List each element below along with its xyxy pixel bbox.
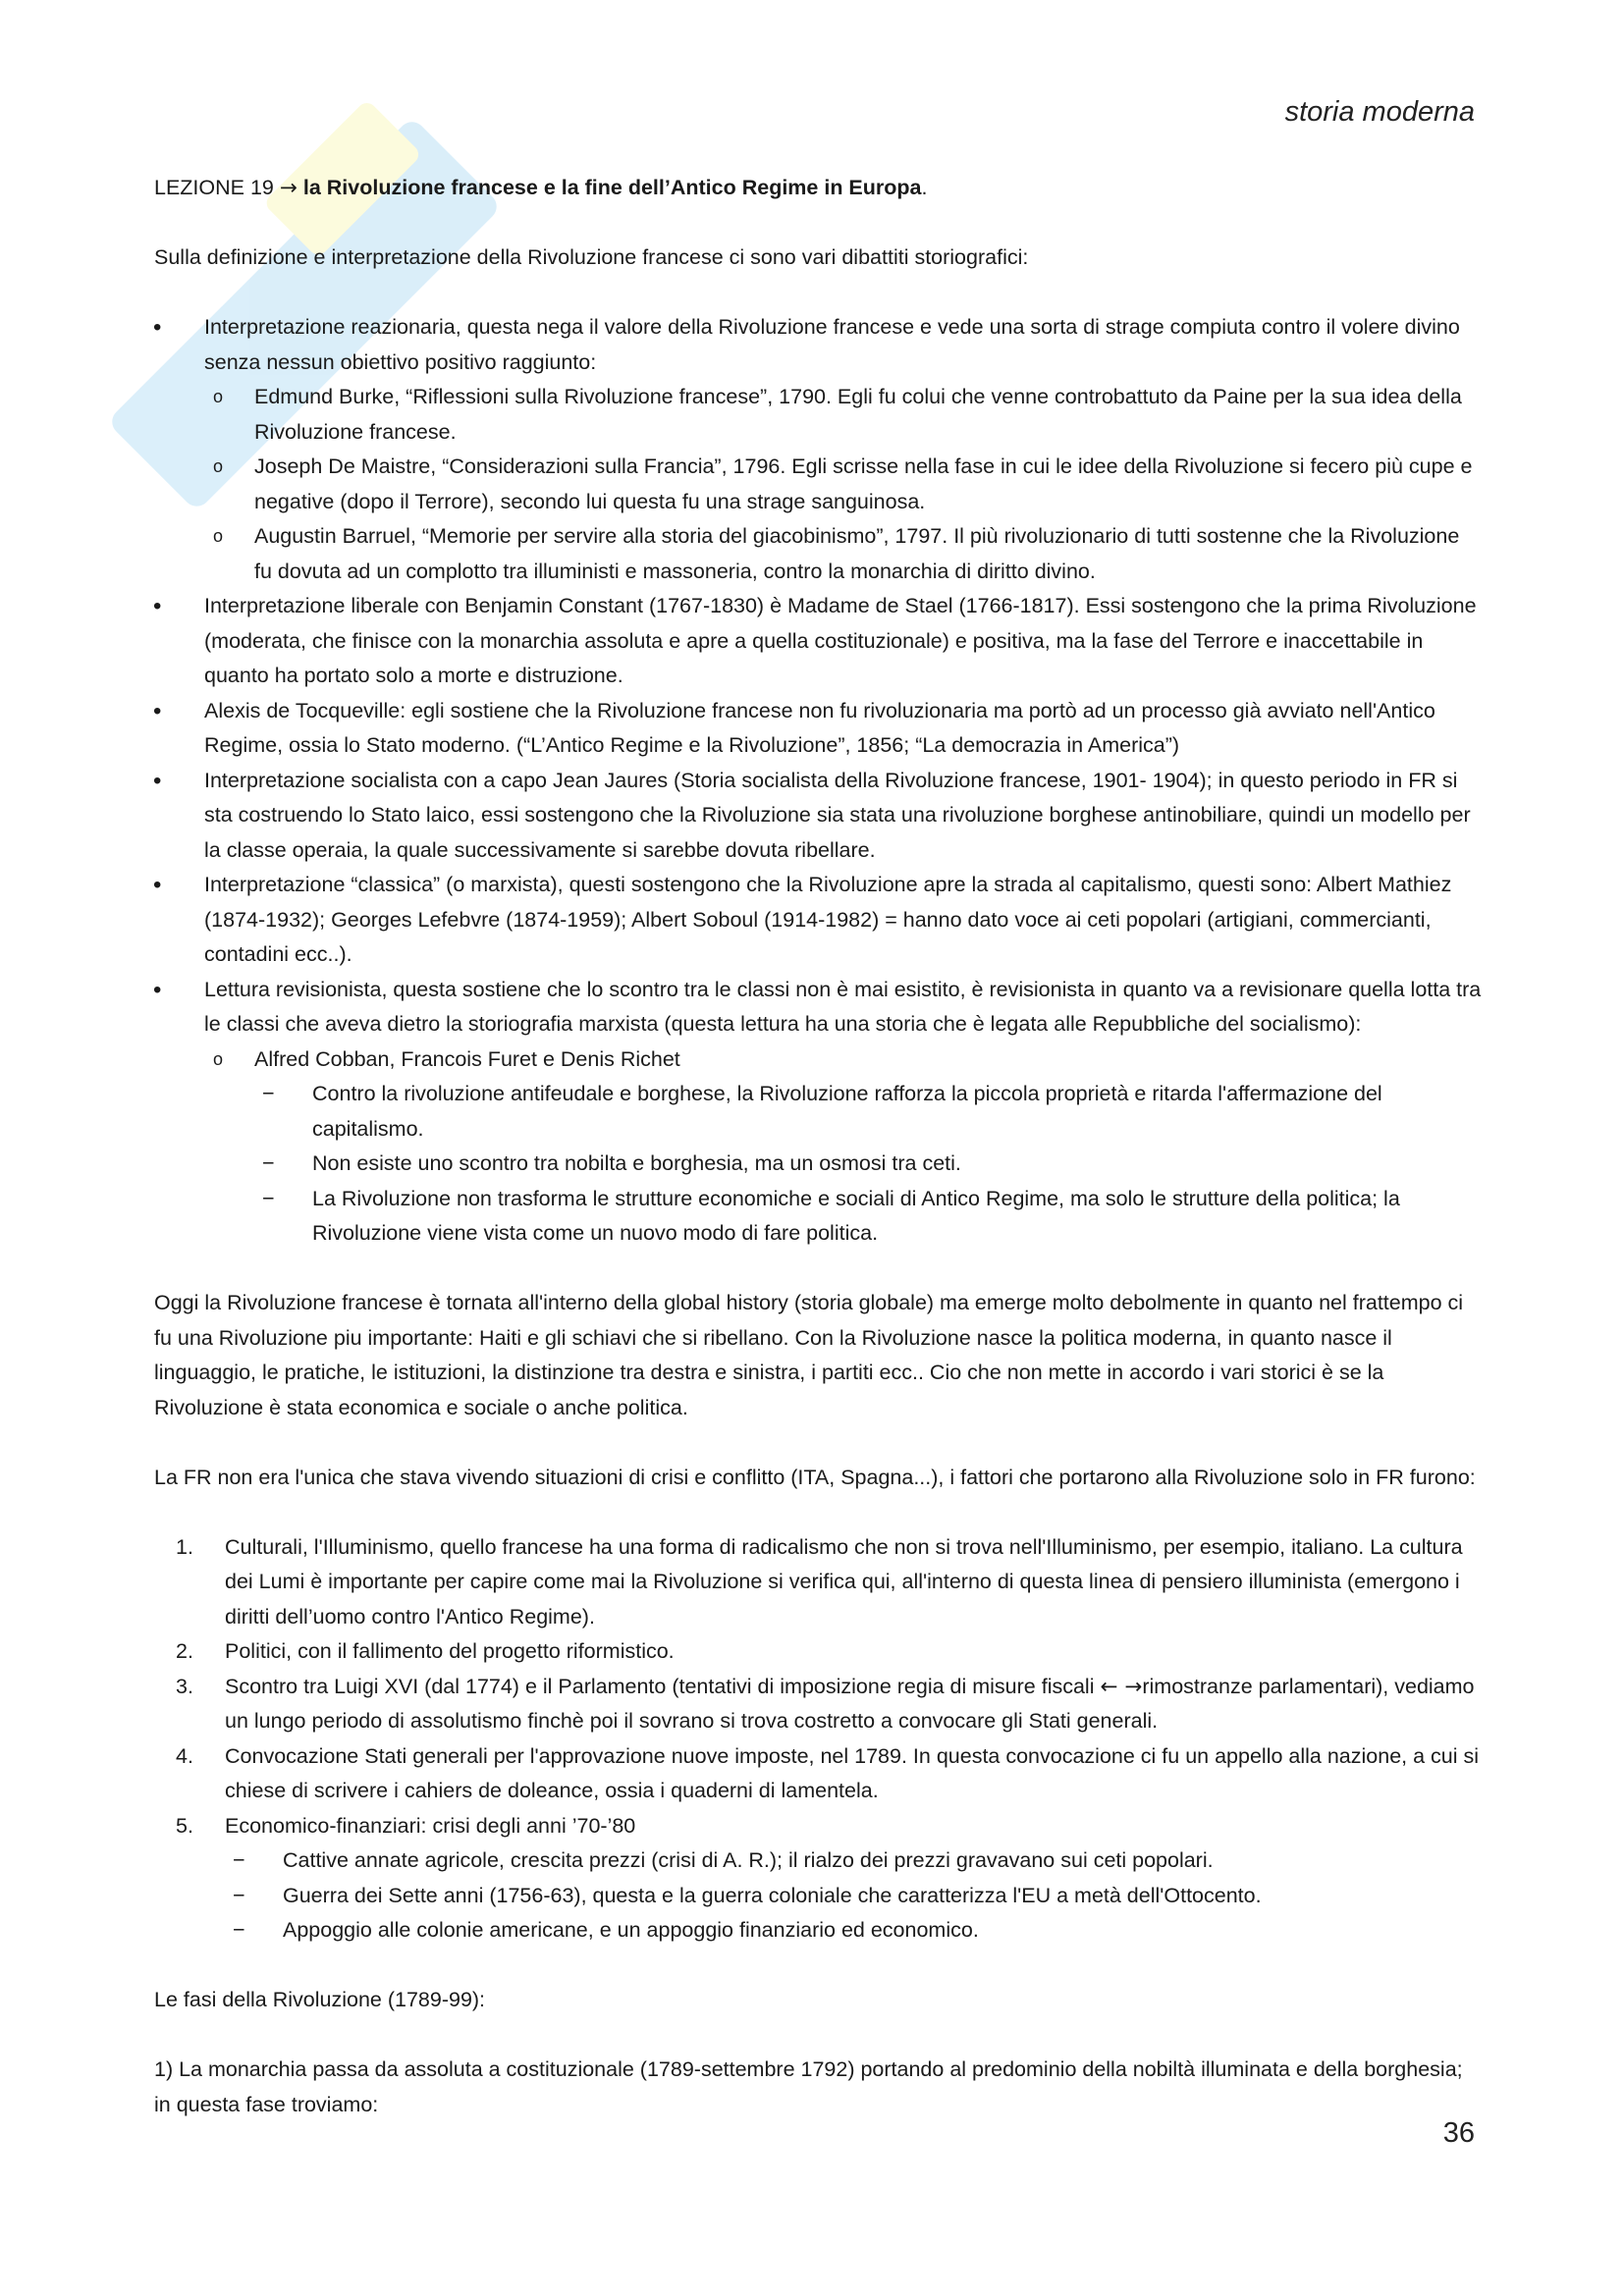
list-item: • Interpretazione liberale con Benjamin Constant (1767-1830) è Madame de Stael (1766-1817). Essi sostengono che la prima Rivoluzione (moderata, che finisce con la monarchia assoluta e apre a quella costituzionale) e positiva, ma la fase del Terrore e inaccettabile in quanto ha portato solo a morte e distruzione. bbox=[154, 589, 1482, 694]
factors-paragraph: La FR non era l'unica che stava vivendo situazioni di crisi e conflitto (ITA, Spagna...), i fattori che portarono alla Rivoluzione solo in FR furono: bbox=[154, 1465, 1476, 1489]
list-item: − Non esiste uno scontro tra nobilta e borghesia, ma un osmosi tra ceti. bbox=[254, 1147, 1482, 1182]
double-arrow-icon: ← → bbox=[1100, 1674, 1143, 1699]
page-number: 36 bbox=[1442, 2117, 1475, 2149]
interpretations-list bbox=[154, 310, 1482, 1252]
list-item: − Contro la rivoluzione antifeudale e borghese, la Rivoluzione rafforza la piccola proprietà e ritarda l'affermazione del capitalismo. bbox=[254, 1077, 1482, 1147]
list-item: 3. Scontro tra Luigi XVI (dal 1774) e il Parlamento (tentativi di imposizione regia di misure fiscali ← →rimostranze parlamentari), vediamo un lungo periodo di assolutismo finchè poi il sovrano si trova costretto a convocare gli Stati generali. bbox=[176, 1674, 1475, 1733]
list-item: o Augustin Barruel, “Memorie per servire alla storia del giacobinismo”, 1797. Il più rivoluzionario di tutti sostenne che la Rivoluzione fu dovuta ad un complotto tra illuministi e massoneria, contro la monarchia di diritto divino. bbox=[204, 519, 1482, 589]
list-item: o Edmund Burke, “Riflessioni sulla Rivoluzione francese”, 1790. Egli fu colui che venne controbattuto da Paine per la sua idea della Rivoluzione francese. bbox=[204, 380, 1482, 450]
dash-list bbox=[225, 1843, 1482, 1949]
right-arrow-icon: → bbox=[279, 176, 298, 200]
list-item: • Lettura revisionista, questa sostiene che lo scontro tra le classi non è mai esistito, è revisionista in quanto va a revisionare quella lotta tra le classi che aveva dietro la storiografia marxista (questa lettura ha una storia che è legata alle Repubbliche del socialismo): o Alfred Cobban, Francois Furet e Denis Richet − Contro la rivoluzione antifeudale e borghese, la Rivoluzione rafforza la piccola proprietà e ritarda l'affermazione del capitalismo. − Non esiste uno scontro tra nobilta e borghesia, ma un osmosi tra ceti. − La Rivoluzione non trasforma le strutture economiche e sociali di Antico Regime, ma solo le strutture della politica; la Rivoluzione viene vista come un nuovo modo di fare politica. bbox=[154, 973, 1482, 1252]
lesson-title: la Rivoluzione francese e la fine dell’Antico Regime in Europa bbox=[302, 176, 922, 199]
sub-list bbox=[204, 1042, 1482, 1252]
list-item: − Cattive annate agricole, crescita prezzi (crisi di A. R.); il rialzo dei prezzi gravavano sui ceti popolari. bbox=[225, 1843, 1482, 1879]
list-item: − Guerra dei Sette anni (1756-63), questa e la guerra coloniale che caratterizza l'EU a metà dell'Ottocento. bbox=[225, 1879, 1482, 1914]
list-item: − Appoggio alle colonie americane, e un appoggio finanziario ed economico. bbox=[225, 1913, 1482, 1949]
list-item: • Alexis de Tocqueville: egli sostiene che la Rivoluzione francese non fu rivoluzionaria ma portò ad un processo già avviato nell'Antico Regime, ossia lo Stato moderno. (“L’Antico Regime e la Rivoluzione”, 1856; “La democrazia in America”) bbox=[154, 694, 1482, 764]
sub-list bbox=[204, 380, 1482, 589]
factors-list bbox=[154, 1530, 1482, 1949]
dash-list bbox=[254, 1077, 1482, 1252]
list-item: • Interpretazione reazionaria, questa nega il valore della Rivoluzione francese e vede una sorta di strage compiuta contro il volere divino senza nessun obiettivo positivo raggiunto: o Edmund Burke, “Riflessioni sulla Rivoluzione francese”, 1790. Egli fu colui che venne controbattuto da Paine per la sua idea della Rivoluzione francese. o Joseph De Maistre, “Considerazioni sulla Francia”, 1796. Egli scrisse nella fase in cui le idee della Rivoluzione si fecero più cupe e negative (dopo il Terrore), secondo lui questa fu una strage sanguinosa. o Augustin Barruel, “Memorie per servire alla storia del giacobinismo”, 1797. Il più rivoluzionario di tutti sostenne che la Rivoluzione fu dovuta ad un complotto tra illuministi e massoneria, contro la monarchia di diritto divino. bbox=[154, 310, 1482, 589]
lesson-heading: LEZIONE 19 → la Rivoluzione francese e la fine dell’Antico Regime in Europa. bbox=[154, 176, 928, 200]
list-item: • Interpretazione socialista con a capo Jean Jaures (Storia socialista della Rivoluzione francese, 1901- 1904); in questo periodo in FR si sta costruendo lo Stato laico, essi sostengono che la Rivoluzione sia stata una rivoluzione borghese antinobiliare, quindi un modello per la classe operaia, la quale successivamente si sarebbe dovuta ribellare. bbox=[154, 764, 1482, 869]
list-item: 5. Economico-finanziari: crisi degli anni ’70-’80 − Cattive annate agricole, crescita prezzi (crisi di A. R.); il rialzo dei prezzi gravavano sui ceti popolari. − Guerra dei Sette anni (1756-63), questa e la guerra coloniale che caratterizza l'EU a metà dell'Ottocento. − Appoggio alle colonie americane, e un appoggio finanziario ed economico. bbox=[154, 1809, 1482, 1949]
list-item: − La Rivoluzione non trasforma le strutture economiche e sociali di Antico Regime, ma solo le strutture della politica; la Rivoluzione viene vista come un nuovo modo di fare politica. bbox=[254, 1182, 1482, 1252]
list-item: • Interpretazione “classica” (o marxista), questi sostengono che la Rivoluzione apre la strada al capitalismo, questi sono: Albert Mathiez (1874-1932); Georges Lefebvre (1874-1959); Albert Soboul (1914-1982) = hanno dato voce ai ceti popolari (artigiani, commercianti, contadini ecc..). bbox=[154, 868, 1482, 973]
document-body bbox=[154, 171, 1482, 2122]
global-history-paragraph: Oggi la Rivoluzione francese è tornata all'interno della global history (storia globale) ma emerge molto debolmente in quanto nel frattempo ci fu una Rivoluzione piu importante: Haiti e gli schiavi che si ribellano. Con la Rivoluzione nasce la politica moderna, in quanto nasce il linguaggio, le pratiche, le istituzioni, la distinzione tra destra e sinistra, i partiti ecc.. Cio che non mette in accordo i vari storici è se la Rivoluzione è stata economica e sociale o anche politica. bbox=[154, 1291, 1464, 1419]
page-header-title: storia moderna bbox=[1284, 96, 1475, 128]
intro-paragraph: Sulla definizione e interpretazione della Rivoluzione francese ci sono vari dibattiti storiografici: bbox=[154, 245, 1029, 269]
list-item: 4. Convocazione Stati generali per l'approvazione nuove imposte, nel 1789. In questa convocazione ci fu un appello alla nazione, a cui si chiese di scrivere i cahiers de doleance, ossia i quaderni di lamentela. bbox=[176, 1743, 1480, 1802]
list-item: o Alfred Cobban, Francois Furet e Denis Richet − Contro la rivoluzione antifeudale e borghese, la Rivoluzione rafforza la piccola proprietà e ritarda l'affermazione del capitalismo. − Non esiste uno scontro tra nobilta e borghesia, ma un osmosi tra ceti. − La Rivoluzione non trasforma le strutture economiche e sociali di Antico Regime, ma solo le strutture della politica; la Rivoluzione viene vista come un nuovo modo di fare politica. bbox=[204, 1042, 1482, 1252]
phase-1-paragraph: 1) La monarchia passa da assoluta a costituzionale (1789-settembre 1792) portando al predominio della nobiltà illuminata e della borghesia; in questa fase troviamo: bbox=[154, 2057, 1463, 2116]
list-item: o Joseph De Maistre, “Considerazioni sulla Francia”, 1796. Egli scrisse nella fase in cui le idee della Rivoluzione si fecero più cupe e negative (dopo il Terrore), secondo lui questa fu una strage sanguinosa. bbox=[204, 450, 1482, 519]
list-item: 2. Politici, con il fallimento del progetto riformistico. bbox=[176, 1639, 675, 1663]
list-item: 1. Culturali, l'Illuminismo, quello francese ha una forma di radicalismo che non si trova nell'Illuminismo, per esempio, italiano. La cultura dei Lumi è importante per capire come mai la Rivoluzione si verifica qui, all'interno di questa linea di pensiero illuminista (emergono i diritti dell’uomo contro l'Antico Regime). bbox=[176, 1534, 1463, 1629]
phases-title: Le fasi della Rivoluzione (1789-99): bbox=[154, 1988, 486, 2011]
